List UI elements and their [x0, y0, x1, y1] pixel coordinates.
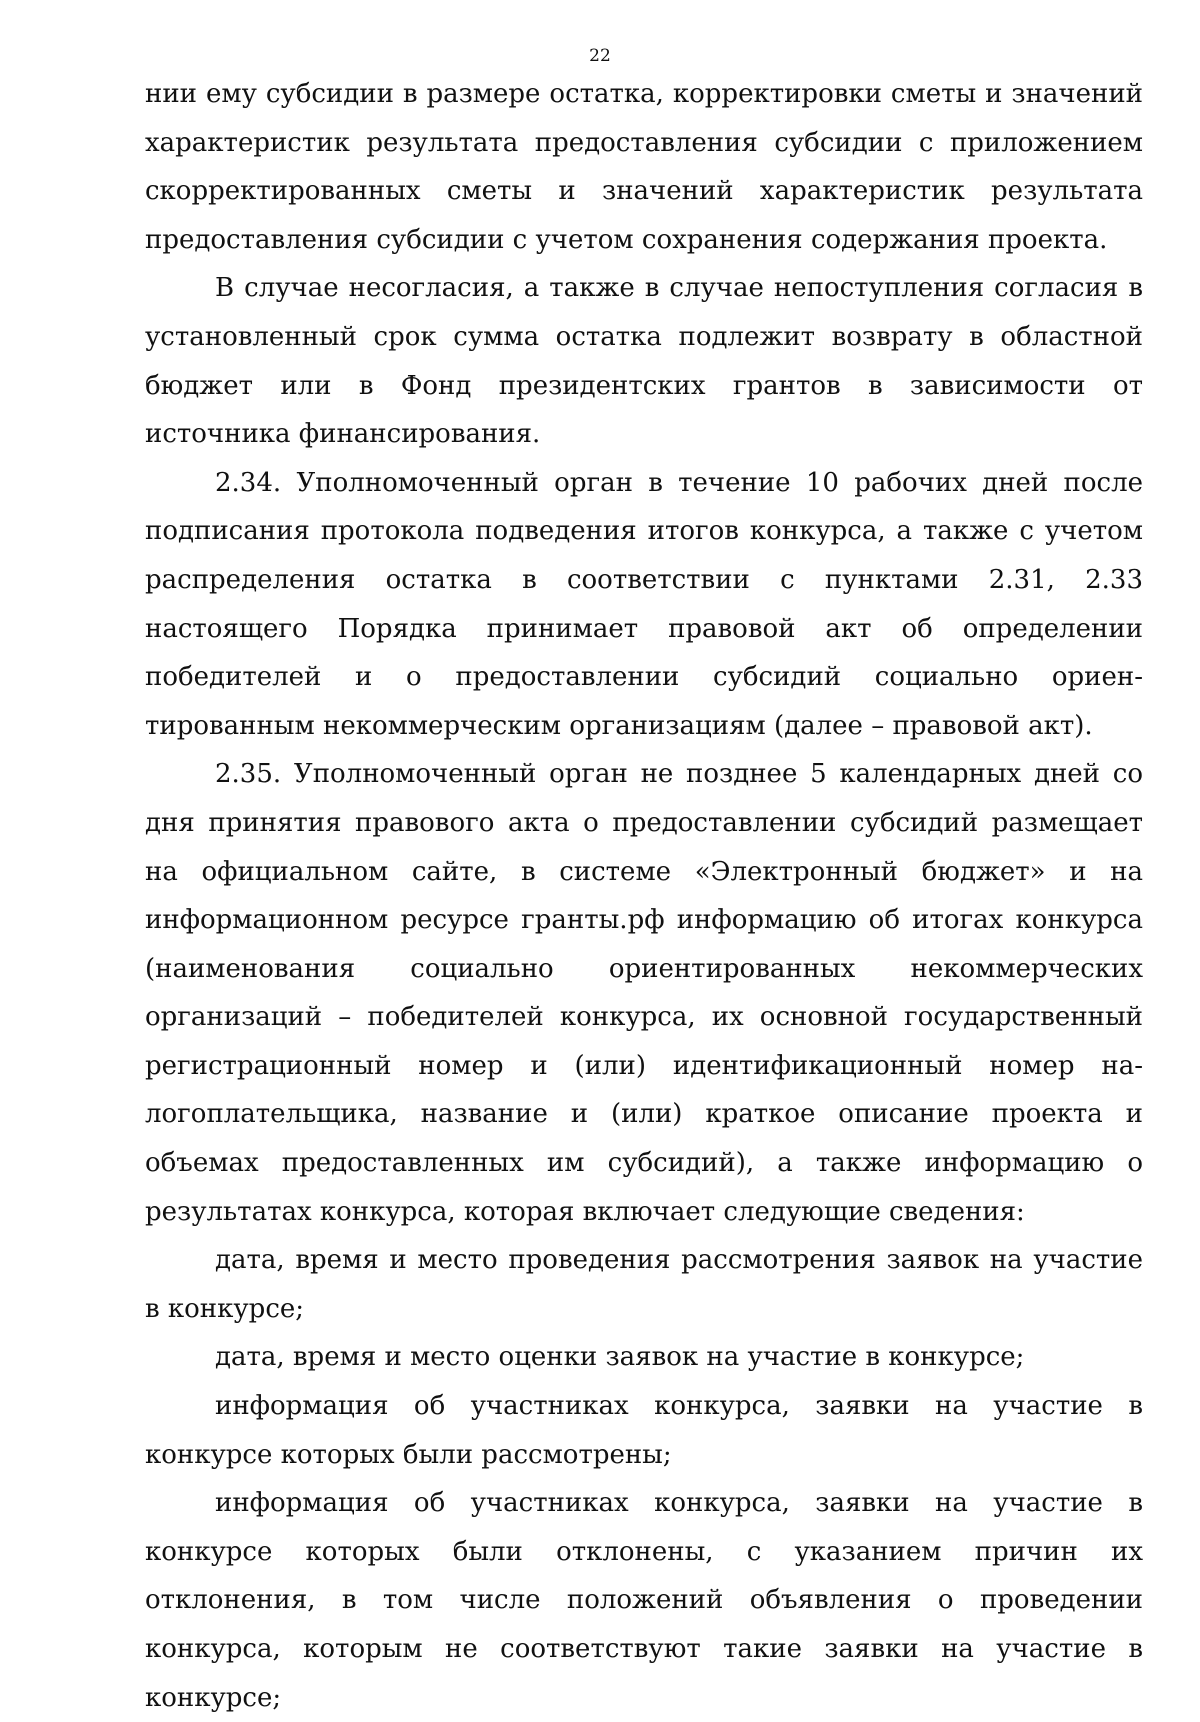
list-item-rejected-participants: информация об участниках конкурса, заявки на участие в конкурсе которых были отклонены, с указанием причин их отклонения, в том числе положений объявления о проведении конкурса, которым не соответствуют такие заявки на участие в конкурсе;: [145, 1488, 1143, 1713]
list-item-reviewed-participants: информация об участниках конкурса, заявки на участие в конкурсе которых были рассмотрены;: [145, 1391, 1143, 1470]
list-item-evaluation-date: дата, время и место оценки заявок на участие в конкурсе;: [215, 1342, 1025, 1373]
list-item-review-date: дата, время и место проведения рассмотрения заявок на участие в конкурсе;: [145, 1245, 1143, 1324]
page-number: 22: [589, 46, 611, 66]
paragraph-disagreement: В случае несогласия, а также в случае непоступления согласия в установленный срок сумма остатка подлежит возврату в областной бюджет или в Фонд президентских грантов в зависимости от источника финансирования.: [145, 273, 1143, 450]
paragraph-2-34: 2.34. Уполномоченный орган в течение 10 рабочих дней после подписания протокола подведения итогов конкурса, а также с учетом распределения остатка в соответствии с пунктами 2.31, 2.33 настоящего Порядка принимает правовой акт об определении победителей и о предоставлении субсидий социально ориентированным некоммерческим организациям (далее – правовой акт).: [145, 467, 1143, 741]
paragraph-2-35: 2.35. Уполномоченный орган не позднее 5 календарных дней со дня принятия правового акта о предоставлении субсидий размещает на официальном сайте, в системе «Электронный бюджет» и на информационном ресурсе гранты.рф информацию об итогах конкурса (наименования социально ориентированных некоммерческих организаций – победителей конкурса, их основной государственный регистрационный номер и (или) идентификационный номер налогоплательщика, название и (или) краткое описание проекта и объемах предоставленных им субсидий), а также информацию о результатах конкурса, которая включает следующие сведения:: [145, 759, 1143, 1227]
paragraph-continuation: нии ему субсидии в размере остатка, корректировки сметы и значений характеристик результата предоставления субсидии с приложением скорректированных сметы и значений характеристик результата предоставления субсидии с учетом сохранения содержания проекта.: [145, 79, 1143, 255]
document-body: [145, 70, 1143, 1722]
